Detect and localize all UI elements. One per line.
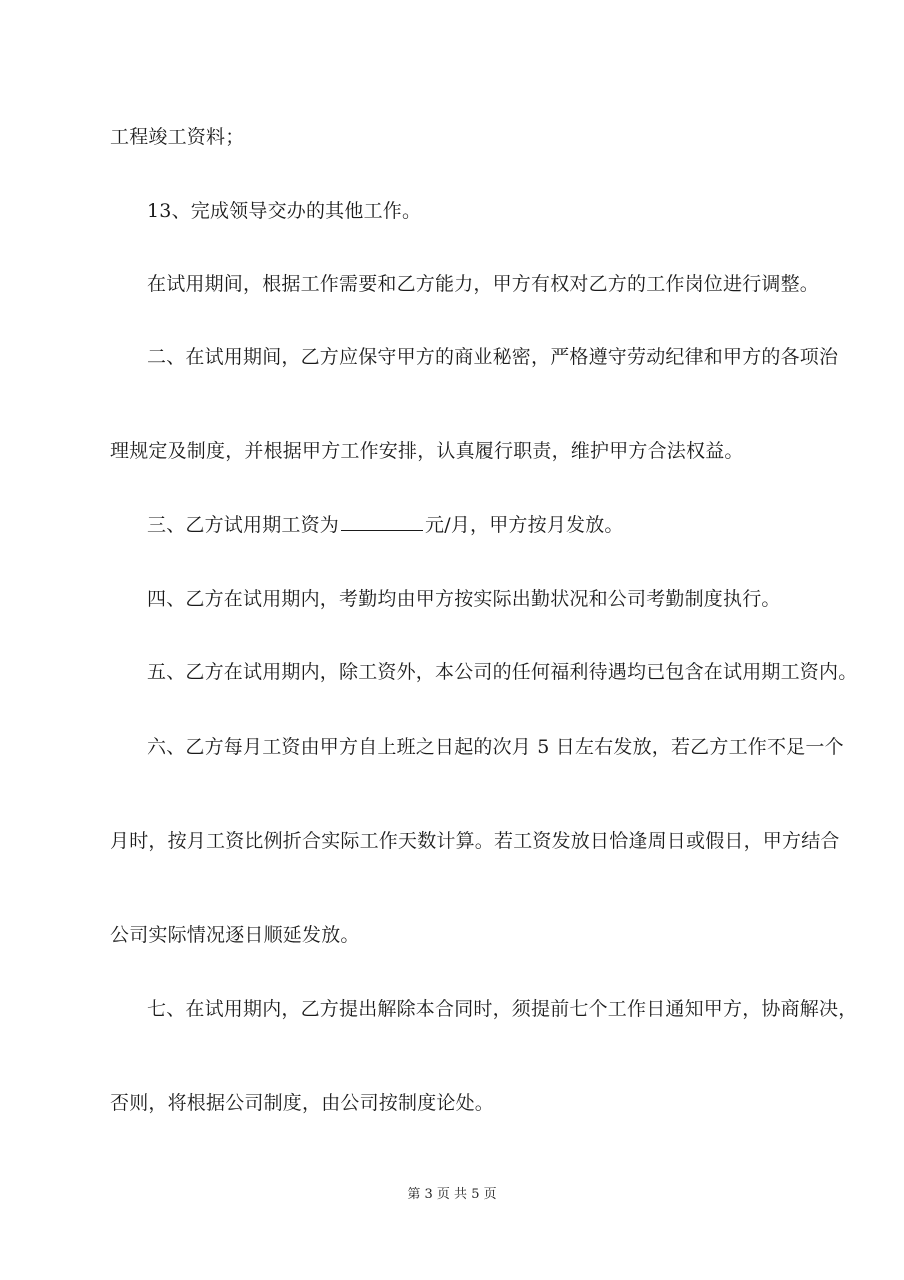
paragraph-line: 13、完成领导交办的其他工作。: [147, 200, 422, 222]
salary-blank-field: [341, 513, 423, 531]
paragraph-line: 四、乙方在试用期内，考勤均由甲方按实际出勤状况和公司考勤制度执行。: [147, 588, 781, 610]
paragraph-line: 在试用期间，根据工作需要和乙方能力，甲方有权对乙方的工作岗位进行调整。: [147, 273, 820, 295]
salary-text-before: 三、乙方试用期工资为: [147, 514, 340, 536]
paragraph-line: 工程竣工资料；: [110, 126, 245, 148]
paragraph-line: 二、在试用期间，乙方应保守甲方的商业秘密，严格遵守劳动纪律和甲方的各项治: [147, 346, 839, 368]
page-number-footer: 第 3 页 共 5 页: [407, 1187, 497, 1202]
paragraph-line: 月时，按月工资比例折合实际工作天数计算。若工资发放日恰逢周日或假日，甲方结合: [110, 830, 840, 852]
paragraph-line: 理规定及制度，并根据甲方工作安排，认真履行职责，维护甲方合法权益。: [110, 440, 744, 462]
paragraph-line: 六、乙方每月工资由甲方自上班之日起的次月 5 日左右发放，若乙方工作不足一个: [147, 736, 844, 758]
salary-line: [147, 513, 904, 537]
paragraph-line: 否则，将根据公司制度，由公司按制度论处。: [110, 1092, 495, 1114]
paragraph-line: 五、乙方在试用期内，除工资外，本公司的任何福利待遇均已包含在试用期工资内。: [147, 661, 858, 683]
salary-text-after: 元/月，甲方按月发放。: [425, 514, 624, 536]
paragraph-line: 七、在试用期内，乙方提出解除本合同时，须提前七个工作日通知甲方，协商解决，: [147, 998, 858, 1020]
paragraph-line: 公司实际情况逐日顺延发放。: [110, 924, 360, 946]
